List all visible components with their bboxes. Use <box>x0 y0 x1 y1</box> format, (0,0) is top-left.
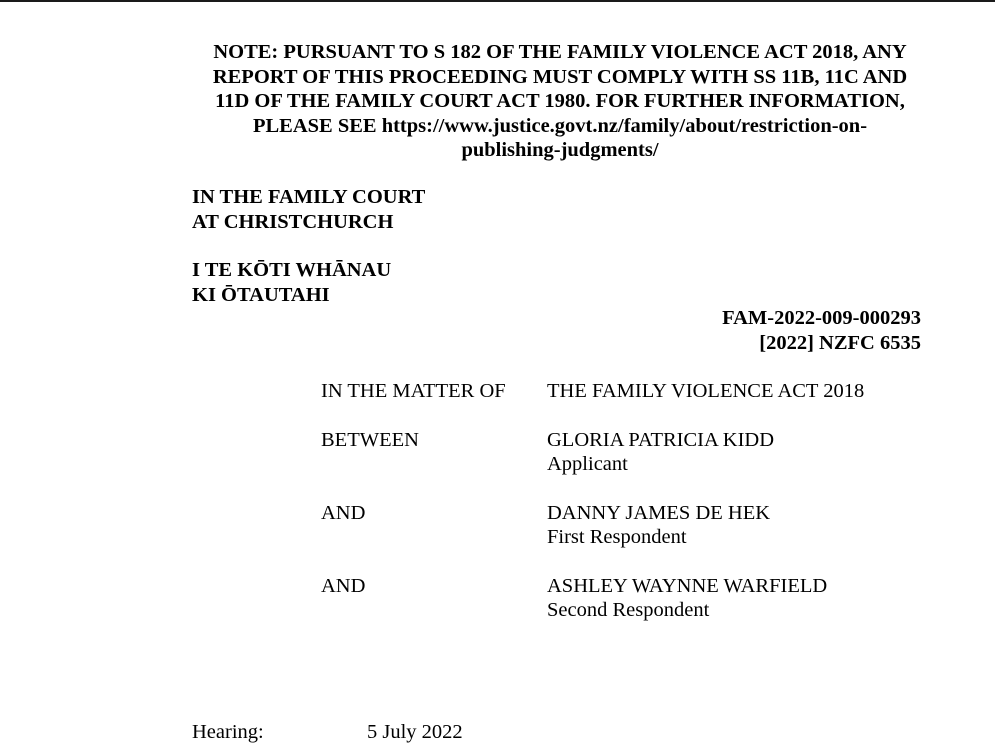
notice-line: REPORT OF THIS PROCEEDING MUST COMPLY WITH SS 11B, 11C AND <box>212 65 908 88</box>
hearing-date: 5 July 2022 <box>367 721 463 743</box>
second-respondent-row <box>321 574 864 623</box>
party-name: GLORIA PATRICIA KIDD <box>547 428 775 451</box>
party-label: IN THE MATTER OF <box>321 380 506 402</box>
notice-line-with-link: PLEASE SEE https://www.justice.govt.nz/family/about/restriction-on- <box>252 114 868 137</box>
court-name: IN THE FAMILY COURT <box>192 186 426 208</box>
party-name: DANNY JAMES DE HEK <box>547 501 771 524</box>
publication-notice <box>190 40 930 163</box>
party-value <box>547 501 770 550</box>
party-label: BETWEEN <box>321 428 419 451</box>
court-name-maori <box>192 258 391 307</box>
matter-name: THE FAMILY VIOLENCE ACT 2018 <box>547 380 865 402</box>
court-name-english <box>192 185 425 234</box>
hearing-label: Hearing: <box>192 721 264 743</box>
party-role: Applicant <box>547 453 628 475</box>
notice-line: 11D OF THE FAMILY COURT ACT 1980. FOR FURTHER INFORMATION, <box>215 90 905 112</box>
case-references <box>722 306 921 355</box>
file-number: FAM-2022-009-000293 <box>722 307 921 329</box>
party-role: First Respondent <box>547 526 687 548</box>
court-name-te-reo: I TE KŌTI WHĀNAU <box>192 259 392 281</box>
party-value <box>547 428 774 477</box>
neutral-citation: [2022] NZFC 6535 <box>759 331 921 354</box>
applicant-row <box>321 428 864 477</box>
party-name: ASHLEY WAYNNE WARFIELD <box>547 574 828 597</box>
top-rule <box>0 0 995 2</box>
intitulement <box>321 379 864 647</box>
party-value <box>547 574 827 623</box>
court-location: AT CHRISTCHURCH <box>192 210 394 233</box>
court-location-te-reo: KI ŌTAUTAHI <box>192 283 330 306</box>
notice-line: NOTE: PURSUANT TO S 182 OF THE FAMILY VIOLENCE ACT 2018, ANY <box>213 41 907 63</box>
party-label: AND <box>321 574 366 597</box>
first-respondent-row <box>321 501 864 550</box>
party-value <box>547 379 864 404</box>
party-role: Second Respondent <box>547 599 710 621</box>
hearing-row <box>192 720 463 745</box>
notice-line-with-link: publishing-judgments/ <box>461 139 659 161</box>
matter-row <box>321 379 864 404</box>
party-label: AND <box>321 501 366 524</box>
